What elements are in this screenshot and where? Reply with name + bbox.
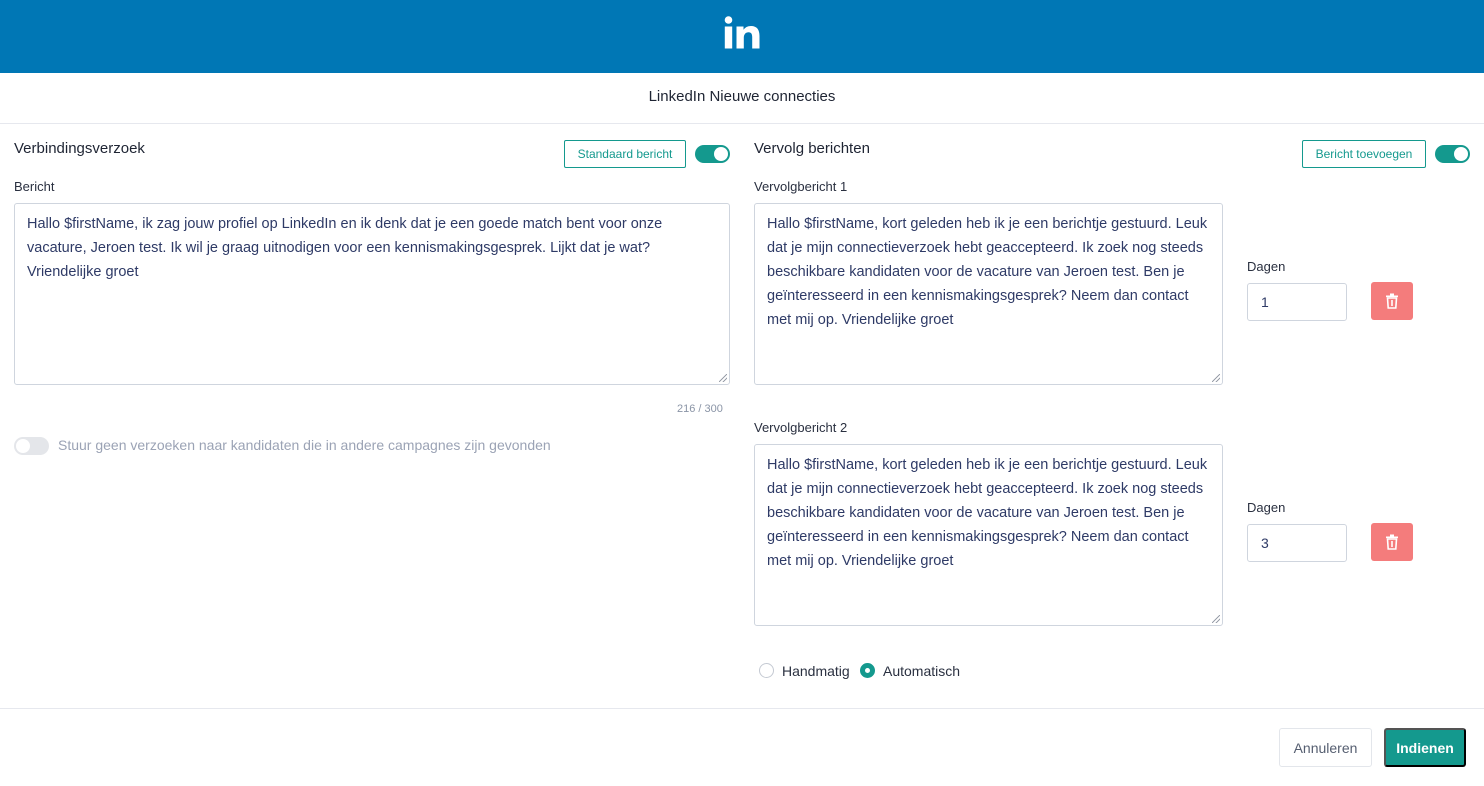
followup-1-label: Vervolgbericht 1 [754,179,848,194]
exclude-candidates-label: Stuur geen verzoeken naar kandidaten die in andere campagnes zijn gevonden [58,437,551,453]
followup-heading: Vervolg berichten [754,140,870,157]
linkedin-logo-icon [722,14,762,54]
divider [0,708,1484,709]
cancel-button[interactable]: Annuleren [1279,728,1372,767]
followup-1-text: Hallo $firstName, kort geleden heb ik je een berichtje gestuurd. Leuk dat je mijn connectieverzoek hebt geaccepteerd. Ik zoek nog steeds beschikbare kandidaten voor de vacature van Jeroen test. Ben je geïnteresseerd in een kennismakingsgesprek? Neem dan contact met mij op. Vriendelijke groet [767,216,1208,328]
character-counter: 216 / 300 [677,403,723,415]
mode-label-manual: Handmatig [782,663,850,679]
message-text: Hallo $firstName, ik zag jouw profiel op LinkedIn en ik denk dat je een goede match bent voor onze vacature, Jeroen test. Ik wil je graag uitnodigen voor een kennismakingsgesprek. Lijkt dat je wat? Vriendelijke groet [27,216,663,280]
followup-1-textarea[interactable] [754,203,1223,385]
app-header [0,0,1484,73]
message-label: Bericht [14,179,55,194]
message-textarea[interactable] [14,203,730,385]
followup-1-days-label: Dagen [1247,259,1286,274]
connection-request-heading: Verbindingsverzoek [14,140,145,157]
mode-radio-manual[interactable] [759,663,774,678]
divider [0,123,1484,124]
trash-icon [1385,534,1399,550]
resize-handle-icon[interactable] [1212,374,1220,382]
followup-2-text: Hallo $firstName, kort geleden heb ik je een berichtje gestuurd. Leuk dat je mijn connectieverzoek hebt geaccepteerd. Ik zoek nog steeds beschikbare kandidaten voor de vacature van Jeroen test. Ben je geïnteresseerd in een kennismakingsgesprek? Neem dan contact met mij op. Vriendelijke groet [767,457,1208,569]
connection-request-toggle[interactable] [695,145,730,163]
followup-toggle[interactable] [1435,145,1470,163]
standard-message-button[interactable]: Standaard bericht [564,140,686,168]
followup-2-delete-button[interactable] [1371,523,1413,561]
followup-2-days-input[interactable]: 3 [1247,524,1347,562]
submit-button[interactable]: Indienen [1384,728,1466,767]
resize-handle-icon[interactable] [1212,615,1220,623]
mode-radio-automatic[interactable] [860,663,875,678]
add-message-button[interactable]: Bericht toevoegen [1302,140,1426,168]
page-title: LinkedIn Nieuwe connecties [648,88,836,105]
trash-icon [1385,293,1399,309]
exclude-candidates-toggle[interactable] [14,437,49,455]
followup-1-days-input[interactable]: 1 [1247,283,1347,321]
followup-2-label: Vervolgbericht 2 [754,420,848,435]
resize-handle-icon[interactable] [719,374,727,382]
followup-2-days-label: Dagen [1247,500,1286,515]
followup-2-textarea[interactable] [754,444,1223,626]
followup-1-delete-button[interactable] [1371,282,1413,320]
mode-label-automatic: Automatisch [883,663,961,679]
